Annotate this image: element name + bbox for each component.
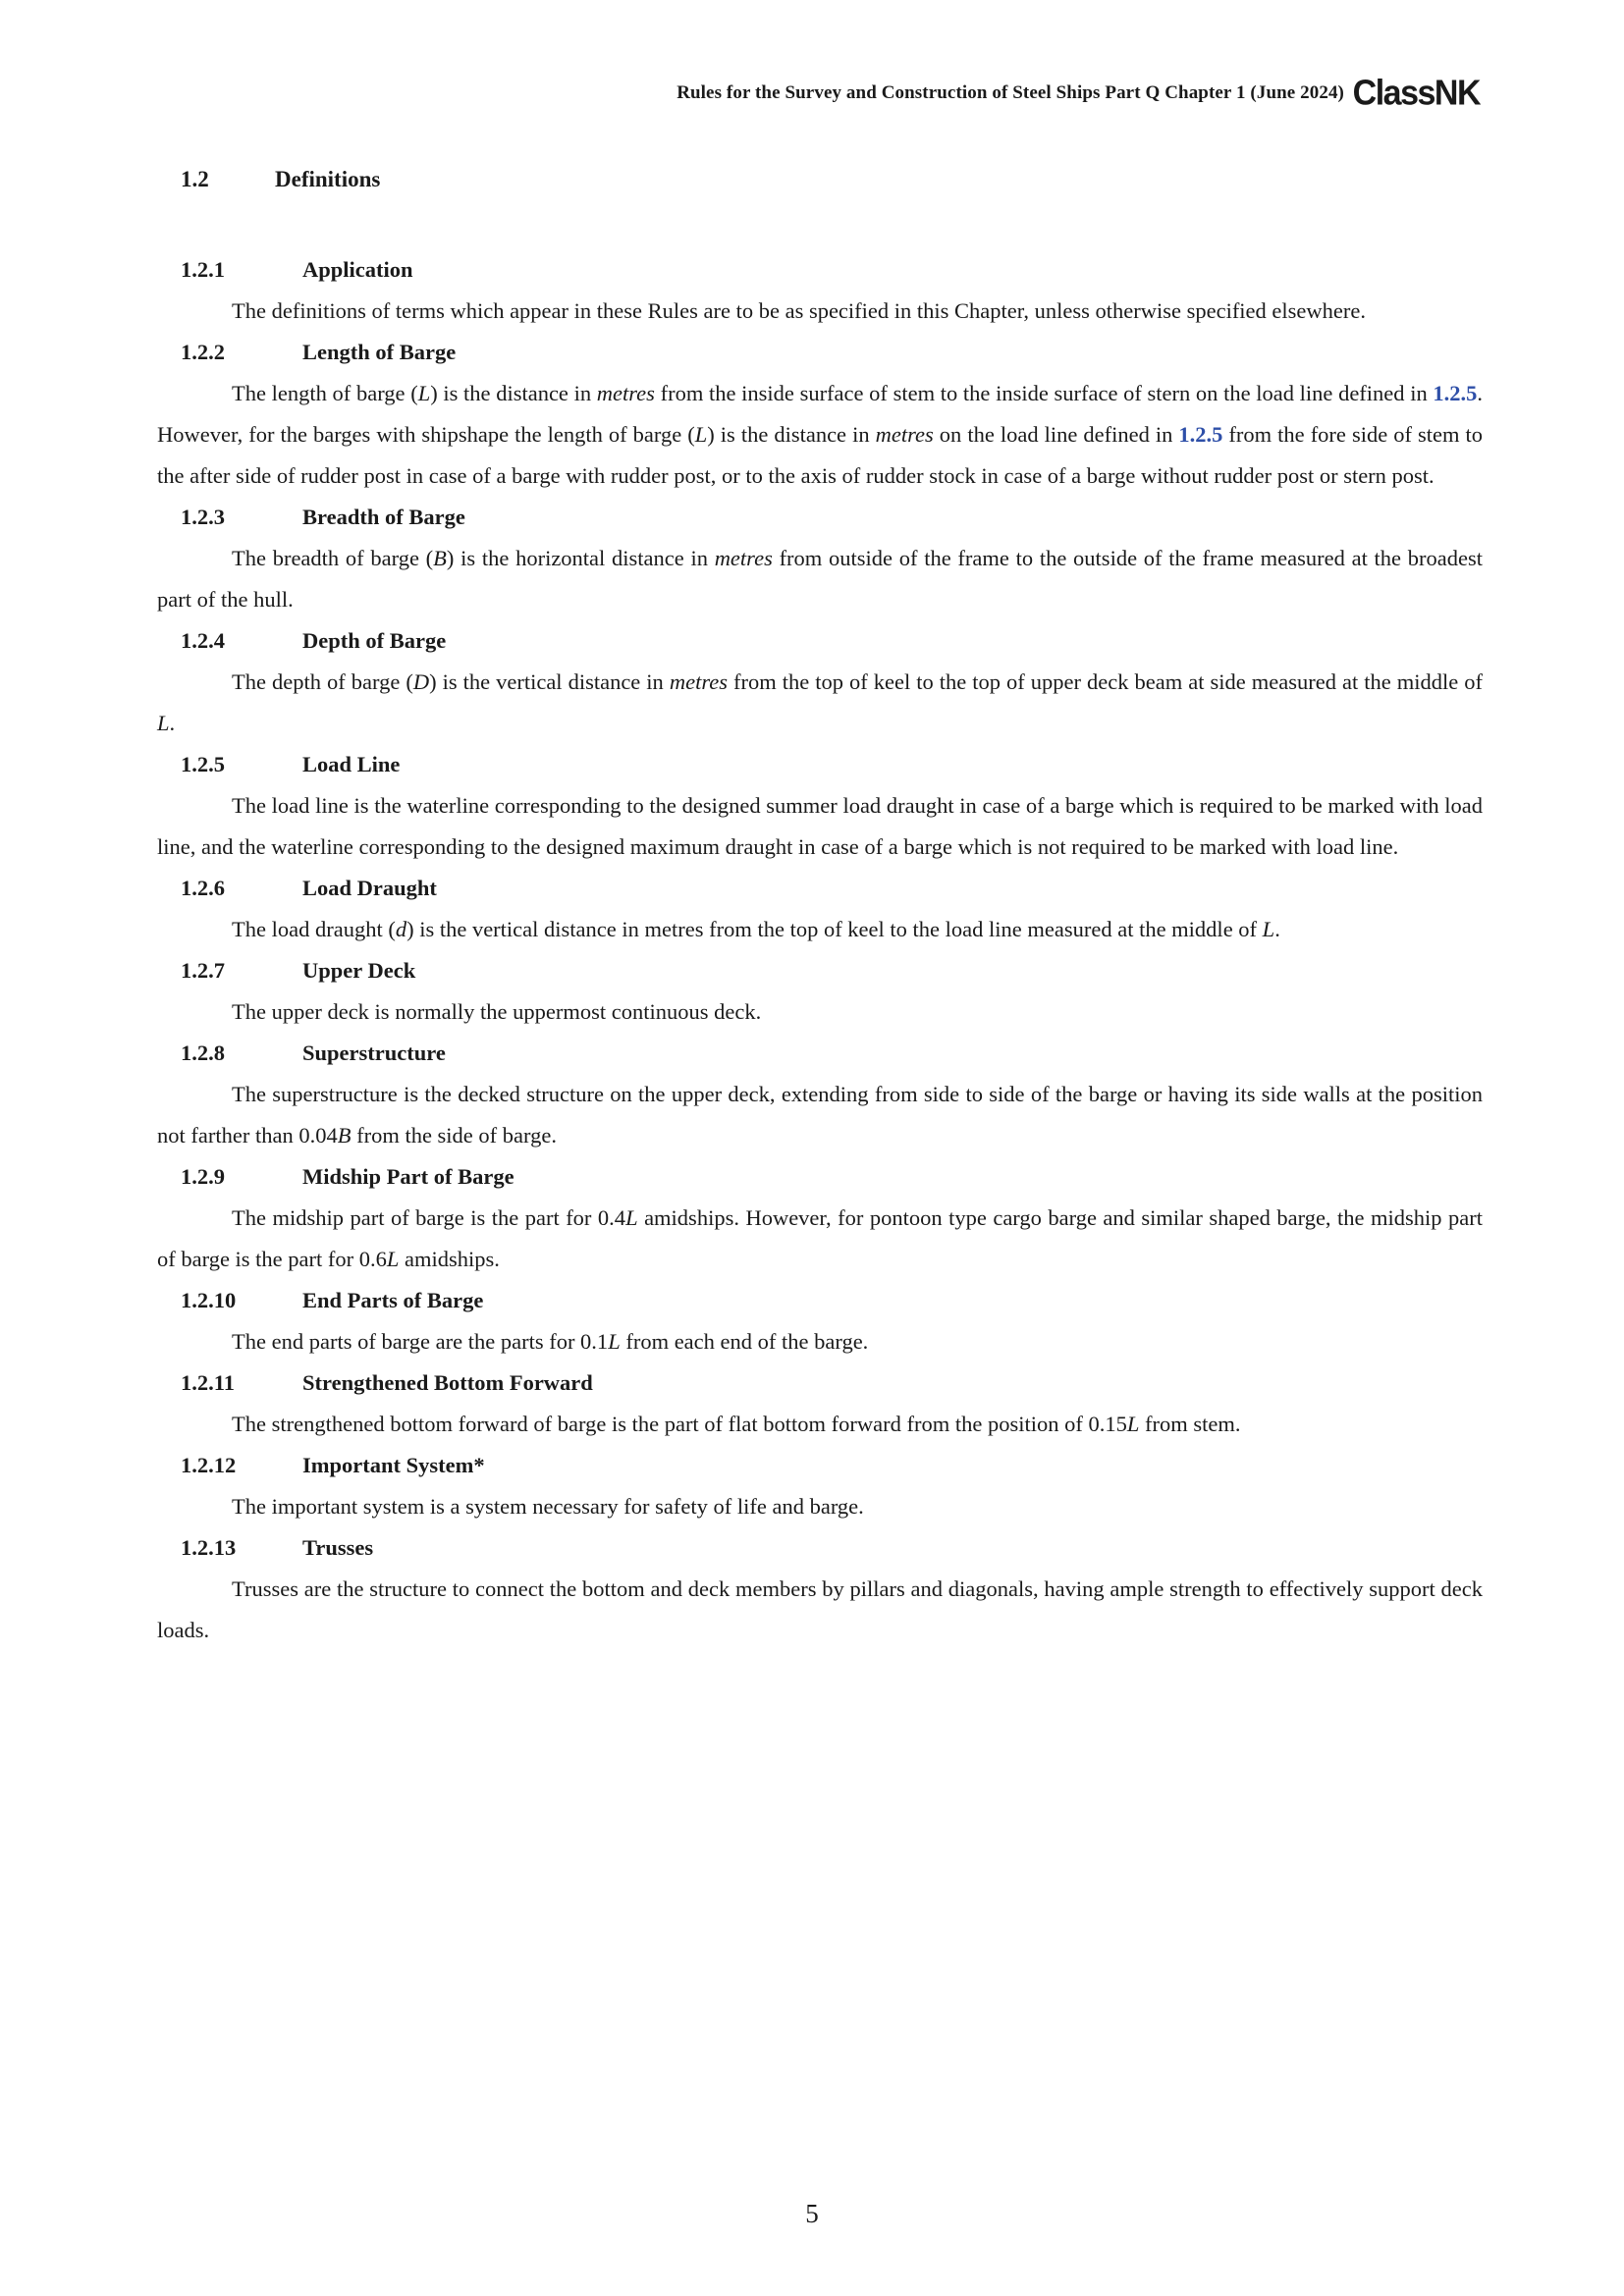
classnk-logo: ClassNK <box>1352 74 1480 113</box>
subsection-heading <box>157 1033 1483 1074</box>
subsection-text: The important system is a system necessary for safety of life and barge. <box>232 1494 864 1519</box>
subsection-title: Strengthened Bottom Forward <box>302 1370 593 1395</box>
subsection-heading <box>157 1527 1483 1569</box>
cross-reference-link[interactable]: 1.2.5 <box>1433 381 1478 405</box>
subsection-title: End Parts of Barge <box>302 1288 484 1312</box>
subsection-title: Important System* <box>302 1453 485 1477</box>
subsection-heading <box>157 620 1483 662</box>
subsection-number: 1.2.7 <box>181 958 225 983</box>
running-header: Rules for the Survey and Construction of Steel Ships Part Q Chapter 1 (June 2024) <box>677 82 1344 103</box>
subsection-title: Upper Deck <box>302 958 416 983</box>
subsection-text: The length of barge (L) is the distance in metres from the inside surface of stem to the inside surface of stern on the load line defined in 1.2.5. However, for the barges with shipshape the length of barge (L) is the distance in metres on the load line defined in 1.2.5 from the fore side of stem to the after side of rudder post in case of a barge with rudder post, or to the axis of rudder stock in case of a barge without rudder post or stern post. <box>157 381 1483 488</box>
section-heading <box>181 167 380 192</box>
subsection-number: 1.2.13 <box>181 1535 237 1560</box>
subsection-heading <box>157 868 1483 909</box>
subsection-heading <box>157 497 1483 538</box>
subsection-number: 1.2.6 <box>181 876 225 900</box>
subsection-title: Application <box>302 257 413 282</box>
subsection-text: Trusses are the structure to connect the bottom and deck members by pillars and diagonals, having ample strength to effectively support deck loads. <box>157 1576 1483 1642</box>
subsection-heading <box>157 332 1483 373</box>
subsection-title: Length of Barge <box>302 340 457 364</box>
subsection-number: 1.2.10 <box>181 1288 237 1312</box>
subsection-number: 1.2.2 <box>181 340 225 364</box>
subsection-text: The load draught (d) is the vertical distance in metres from the top of keel to the load line measured at the middle of L. <box>232 917 1280 941</box>
subsection-number: 1.2.1 <box>181 257 225 282</box>
subsection-title: Depth of Barge <box>302 628 447 653</box>
subsection-text: The load line is the waterline corresponding to the designed summer load draught in case of a barge which is required to be marked with load line, and the waterline corresponding to the designed maximum draught in case of a barge which is not required to be marked with load line. <box>157 793 1483 859</box>
subsection-number: 1.2.12 <box>181 1453 237 1477</box>
subsection-heading <box>157 744 1483 785</box>
subsection-text: The midship part of barge is the part for 0.4L amidships. However, for pontoon type cargo barge and similar shaped barge, the midship part of barge is the part for 0.6L amidships. <box>157 1205 1484 1271</box>
document-body <box>157 249 1483 1651</box>
subsection-number: 1.2.11 <box>181 1370 236 1395</box>
subsection-title: Trusses <box>302 1535 374 1560</box>
subsection-title: Load Draught <box>302 876 437 900</box>
subsection-title: Load Line <box>302 752 401 776</box>
subsection-heading <box>157 1362 1483 1404</box>
subsection-text: The breadth of barge (B) is the horizontal distance in metres from outside of the frame to the outside of the frame measured at the broadest part of the hull. <box>157 546 1483 612</box>
subsection-title: Superstructure <box>302 1041 446 1065</box>
subsection-number: 1.2.3 <box>181 505 225 529</box>
section-number: 1.2 <box>181 167 209 191</box>
subsection-number: 1.2.5 <box>181 752 225 776</box>
subsection-heading <box>157 249 1483 291</box>
subsection-text: The strengthened bottom forward of barge is the part of flat bottom forward from the position of 0.15L from stem. <box>232 1412 1241 1436</box>
cross-reference-link[interactable]: 1.2.5 <box>1178 422 1223 447</box>
subsection-number: 1.2.4 <box>181 628 225 653</box>
subsection-heading <box>157 1445 1483 1486</box>
subsection-text: The depth of barge (D) is the vertical distance in metres from the top of keel to the top of upper deck beam at side measured at the middle of L. <box>157 669 1483 735</box>
subsection-number: 1.2.9 <box>181 1164 225 1189</box>
subsection-number: 1.2.8 <box>181 1041 225 1065</box>
subsection-text: The end parts of barge are the parts for 0.1L from each end of the barge. <box>232 1329 869 1354</box>
subsection-title: Midship Part of Barge <box>302 1164 514 1189</box>
subsection-heading <box>157 1156 1483 1198</box>
subsection-heading <box>157 1280 1483 1321</box>
page-number: 5 <box>805 2199 819 2228</box>
section-title: Definitions <box>275 167 381 191</box>
subsection-text: The definitions of terms which appear in these Rules are to be as specified in this Chapter, unless otherwise specified elsewhere. <box>232 298 1366 323</box>
subsection-text: The superstructure is the decked structure on the upper deck, extending from side to side of the barge or having its side walls at the position not farther than 0.04B from the side of barge. <box>157 1082 1483 1148</box>
subsection-heading <box>157 950 1483 991</box>
subsection-text: The upper deck is normally the uppermost continuous deck. <box>232 999 762 1024</box>
subsection-title: Breadth of Barge <box>302 505 465 529</box>
